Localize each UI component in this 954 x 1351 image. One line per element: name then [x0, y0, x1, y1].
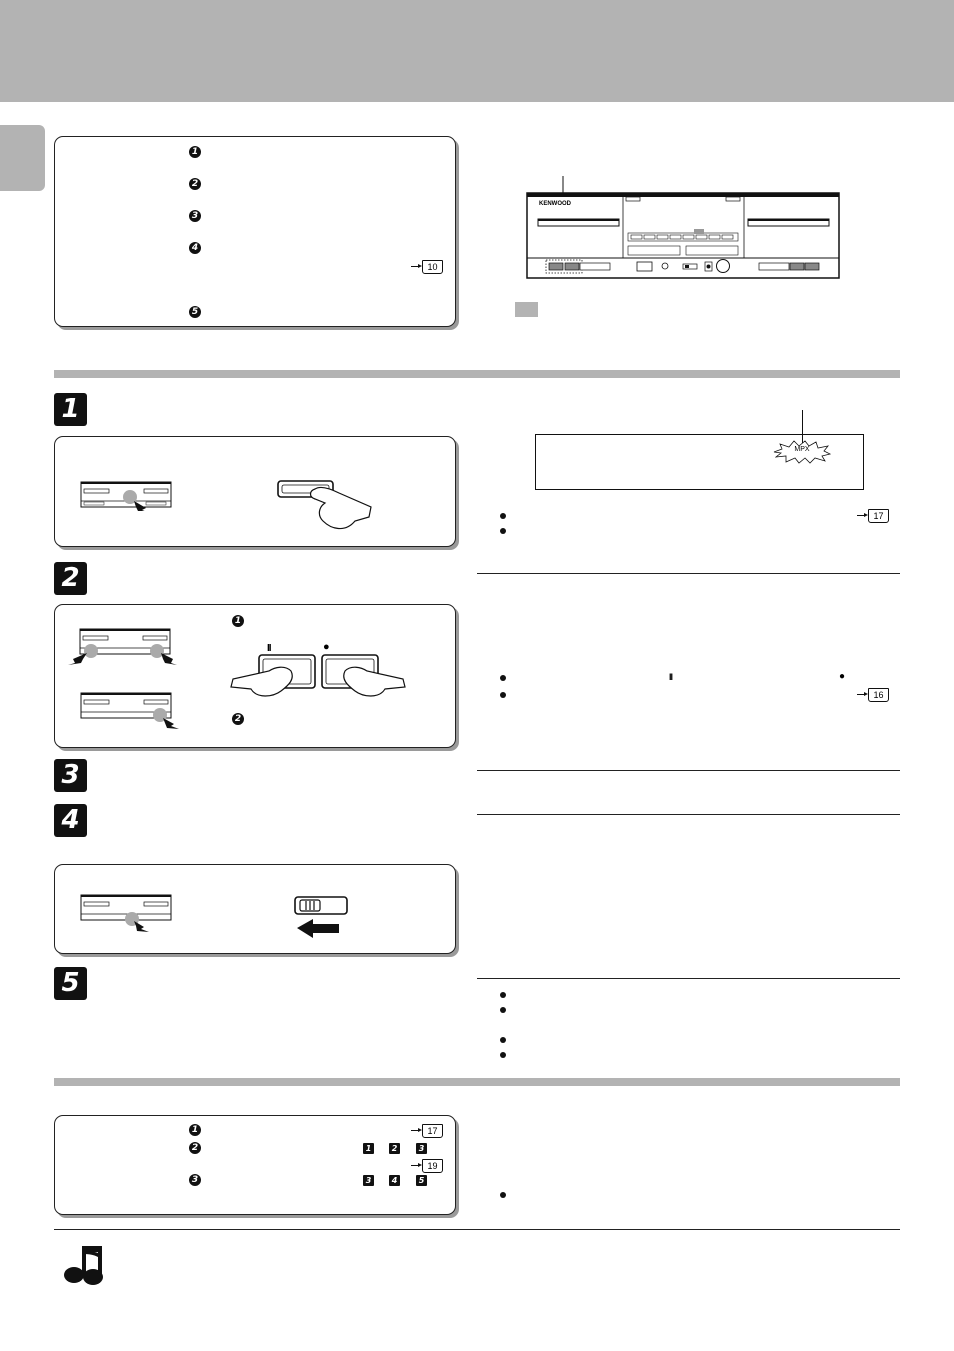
bullet [500, 1037, 506, 1043]
brand-logo: KENWOOD [539, 201, 571, 207]
summary-panel [54, 1115, 456, 1215]
key-5: 5 [416, 1175, 427, 1186]
step-2-panel [54, 604, 456, 748]
step-3-badge: 3 [54, 759, 87, 792]
overview-item-2: 2 [189, 178, 201, 190]
chapter-tab [0, 125, 45, 191]
mpx-indicator: MPX [794, 446, 810, 453]
key-4: 4 [389, 1175, 400, 1186]
panel2-item-2: 2 [232, 713, 244, 725]
step-2-badge: 2 [54, 562, 87, 595]
bullet [500, 1192, 506, 1198]
step-5-badge: 5 [54, 967, 87, 1000]
overview-item-5: 5 [189, 306, 201, 318]
music-note-icon [62, 1244, 108, 1286]
page-ref-17-summary[interactable]: 17 [411, 1124, 441, 1138]
deck-mini-center-hand [80, 893, 180, 933]
panel2-item-1: 1 [232, 615, 244, 627]
summary-item-1: 1 [189, 1124, 201, 1136]
bullet [500, 513, 506, 519]
bullet [500, 1007, 506, 1013]
bullet [500, 1052, 506, 1058]
bullet [500, 528, 506, 534]
page-ref-19[interactable]: 19 [411, 1159, 441, 1173]
overview-panel [54, 136, 456, 327]
key-3: 3 [416, 1143, 427, 1154]
switch-slide-illustration [293, 895, 353, 940]
rec-symbol: ● [323, 641, 330, 653]
divider-line [477, 814, 900, 815]
deck-front-illustration [510, 170, 850, 320]
key-2: 2 [389, 1143, 400, 1154]
deck-mini-right-hand [80, 691, 180, 731]
step-4-panel [54, 864, 456, 954]
divider-line [54, 1229, 900, 1230]
page-ref-17[interactable]: 17 [857, 509, 887, 523]
deck-mini-illustration [80, 481, 172, 511]
step-4-badge: 4 [54, 804, 87, 837]
overview-item-4: 4 [189, 242, 201, 254]
divider-line [477, 573, 900, 574]
deck-mini-both-hands [67, 627, 177, 667]
page-ref-10[interactable]: 10 [411, 260, 441, 274]
bullet [500, 675, 506, 681]
summary-item-3: 3 [189, 1174, 201, 1186]
overview-item-1: 1 [189, 146, 201, 158]
divider-line [477, 770, 900, 771]
rec-symbol-inline: ● [839, 671, 846, 682]
button-press-illustration [275, 477, 375, 537]
pause-rec-buttons-illustration [225, 653, 455, 703]
page-ref-16[interactable]: 16 [857, 688, 887, 702]
overview-item-3: 3 [189, 210, 201, 222]
divider-line [477, 978, 900, 979]
header-band [0, 0, 954, 102]
key-1: 1 [363, 1143, 374, 1154]
pause-symbol-inline: II [669, 672, 673, 682]
bullet [500, 992, 506, 998]
summary-item-2: 2 [189, 1142, 201, 1154]
key-3b: 3 [363, 1175, 374, 1186]
pause-symbol: II [267, 643, 271, 654]
section-divider-summary [54, 1078, 900, 1086]
section-divider-recording [54, 370, 900, 378]
step-1-panel [54, 436, 456, 547]
bullet [500, 692, 506, 698]
step-1-badge: 1 [54, 393, 87, 426]
